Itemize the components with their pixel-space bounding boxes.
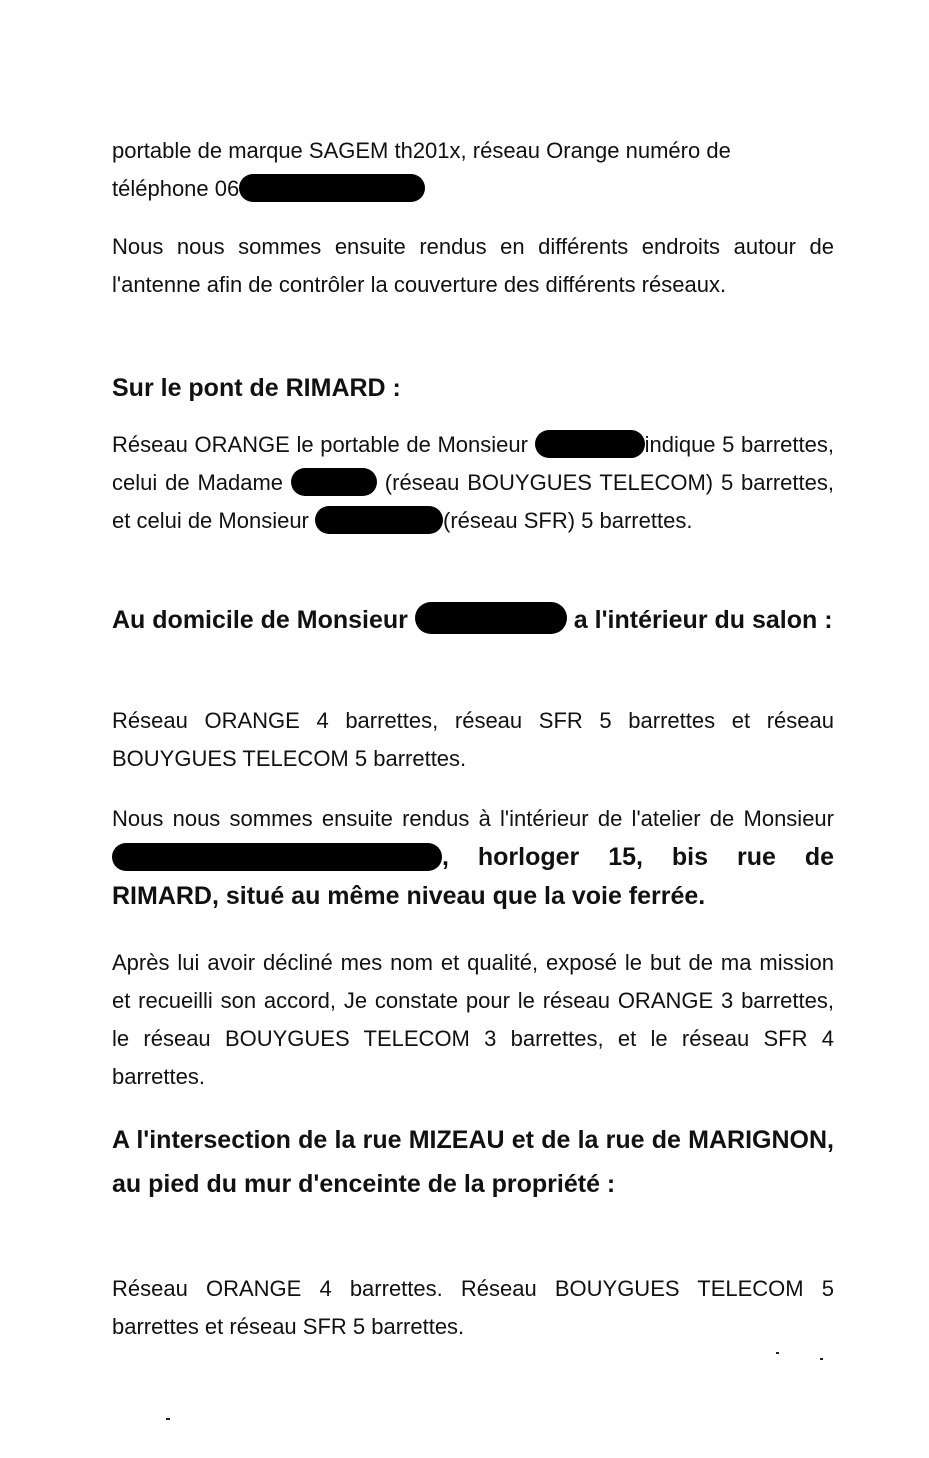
text-pont-1: Réseau ORANGE le portable de Monsieur [112, 432, 528, 457]
scan-speck [166, 1418, 170, 1420]
redaction-name [291, 468, 377, 496]
text-domicile-1: Au domicile de Monsieur [112, 606, 408, 634]
text-pont-3: (réseau BOUYGUES TELECOM) 5 barrettes, et celui de Monsieur [112, 470, 834, 533]
redaction-phone-number [239, 174, 425, 202]
text-atelier-2: , horloger 15, bis rue de RIMARD, situé au même niveau que la voie ferrée. [112, 843, 834, 910]
heading-intersection: A l'intersection de la rue MIZEAU et de la rue de MARIGNON, au pied du mur d'enceinte de la propriété : [112, 1126, 834, 1198]
heading-pont-rimard: Sur le pont de RIMARD : [112, 374, 401, 402]
paragraph-constat: Après lui avoir décliné mes nom et qualité, exposé le but de ma mission et recueilli son accord, Je constate pour le réseau ORANGE 3 barrettes, le réseau BOUYGUES TELECOM 3 barrettes, et le réseau SFR 4 barrettes. [112, 950, 834, 1089]
text-domicile-2: a l'intérieur du salon : [573, 606, 833, 634]
redaction-name [415, 602, 567, 634]
redaction-name [112, 843, 442, 871]
text-phone-line1: portable de marque SAGEM th201x, réseau Orange numéro de [112, 138, 731, 163]
heading-domicile [112, 598, 834, 642]
text-atelier-1: Nous nous sommes ensuite rendus à l'intérieur de l'atelier de Monsieur [112, 806, 834, 831]
redaction-name [315, 506, 443, 534]
text-phone-line2: téléphone 06 [112, 176, 240, 201]
redaction-name [535, 430, 645, 458]
paragraph-salon: Réseau ORANGE 4 barrettes, réseau SFR 5 barrettes et réseau BOUYGUES TELECOM 5 barrettes. [112, 708, 834, 771]
scan-speck [820, 1358, 823, 1360]
text-pont-4: (réseau SFR) 5 barrettes. [443, 508, 693, 533]
paragraph-pont-rimard [112, 426, 834, 540]
paragraph-atelier [112, 800, 834, 916]
paragraph-intersection: Réseau ORANGE 4 barrettes. Réseau BOUYGUES TELECOM 5 barrettes et réseau SFR 5 barrettes. [112, 1276, 834, 1339]
text-pont-2: indique 5 barrettes, celui de Madame [112, 432, 834, 495]
scan-speck [776, 1352, 779, 1354]
paragraph-phone [112, 132, 834, 208]
paragraph-intro: Nous nous sommes ensuite rendus en différents endroits autour de l'antenne afin de contrôler la couverture des différents réseaux. [112, 234, 834, 297]
